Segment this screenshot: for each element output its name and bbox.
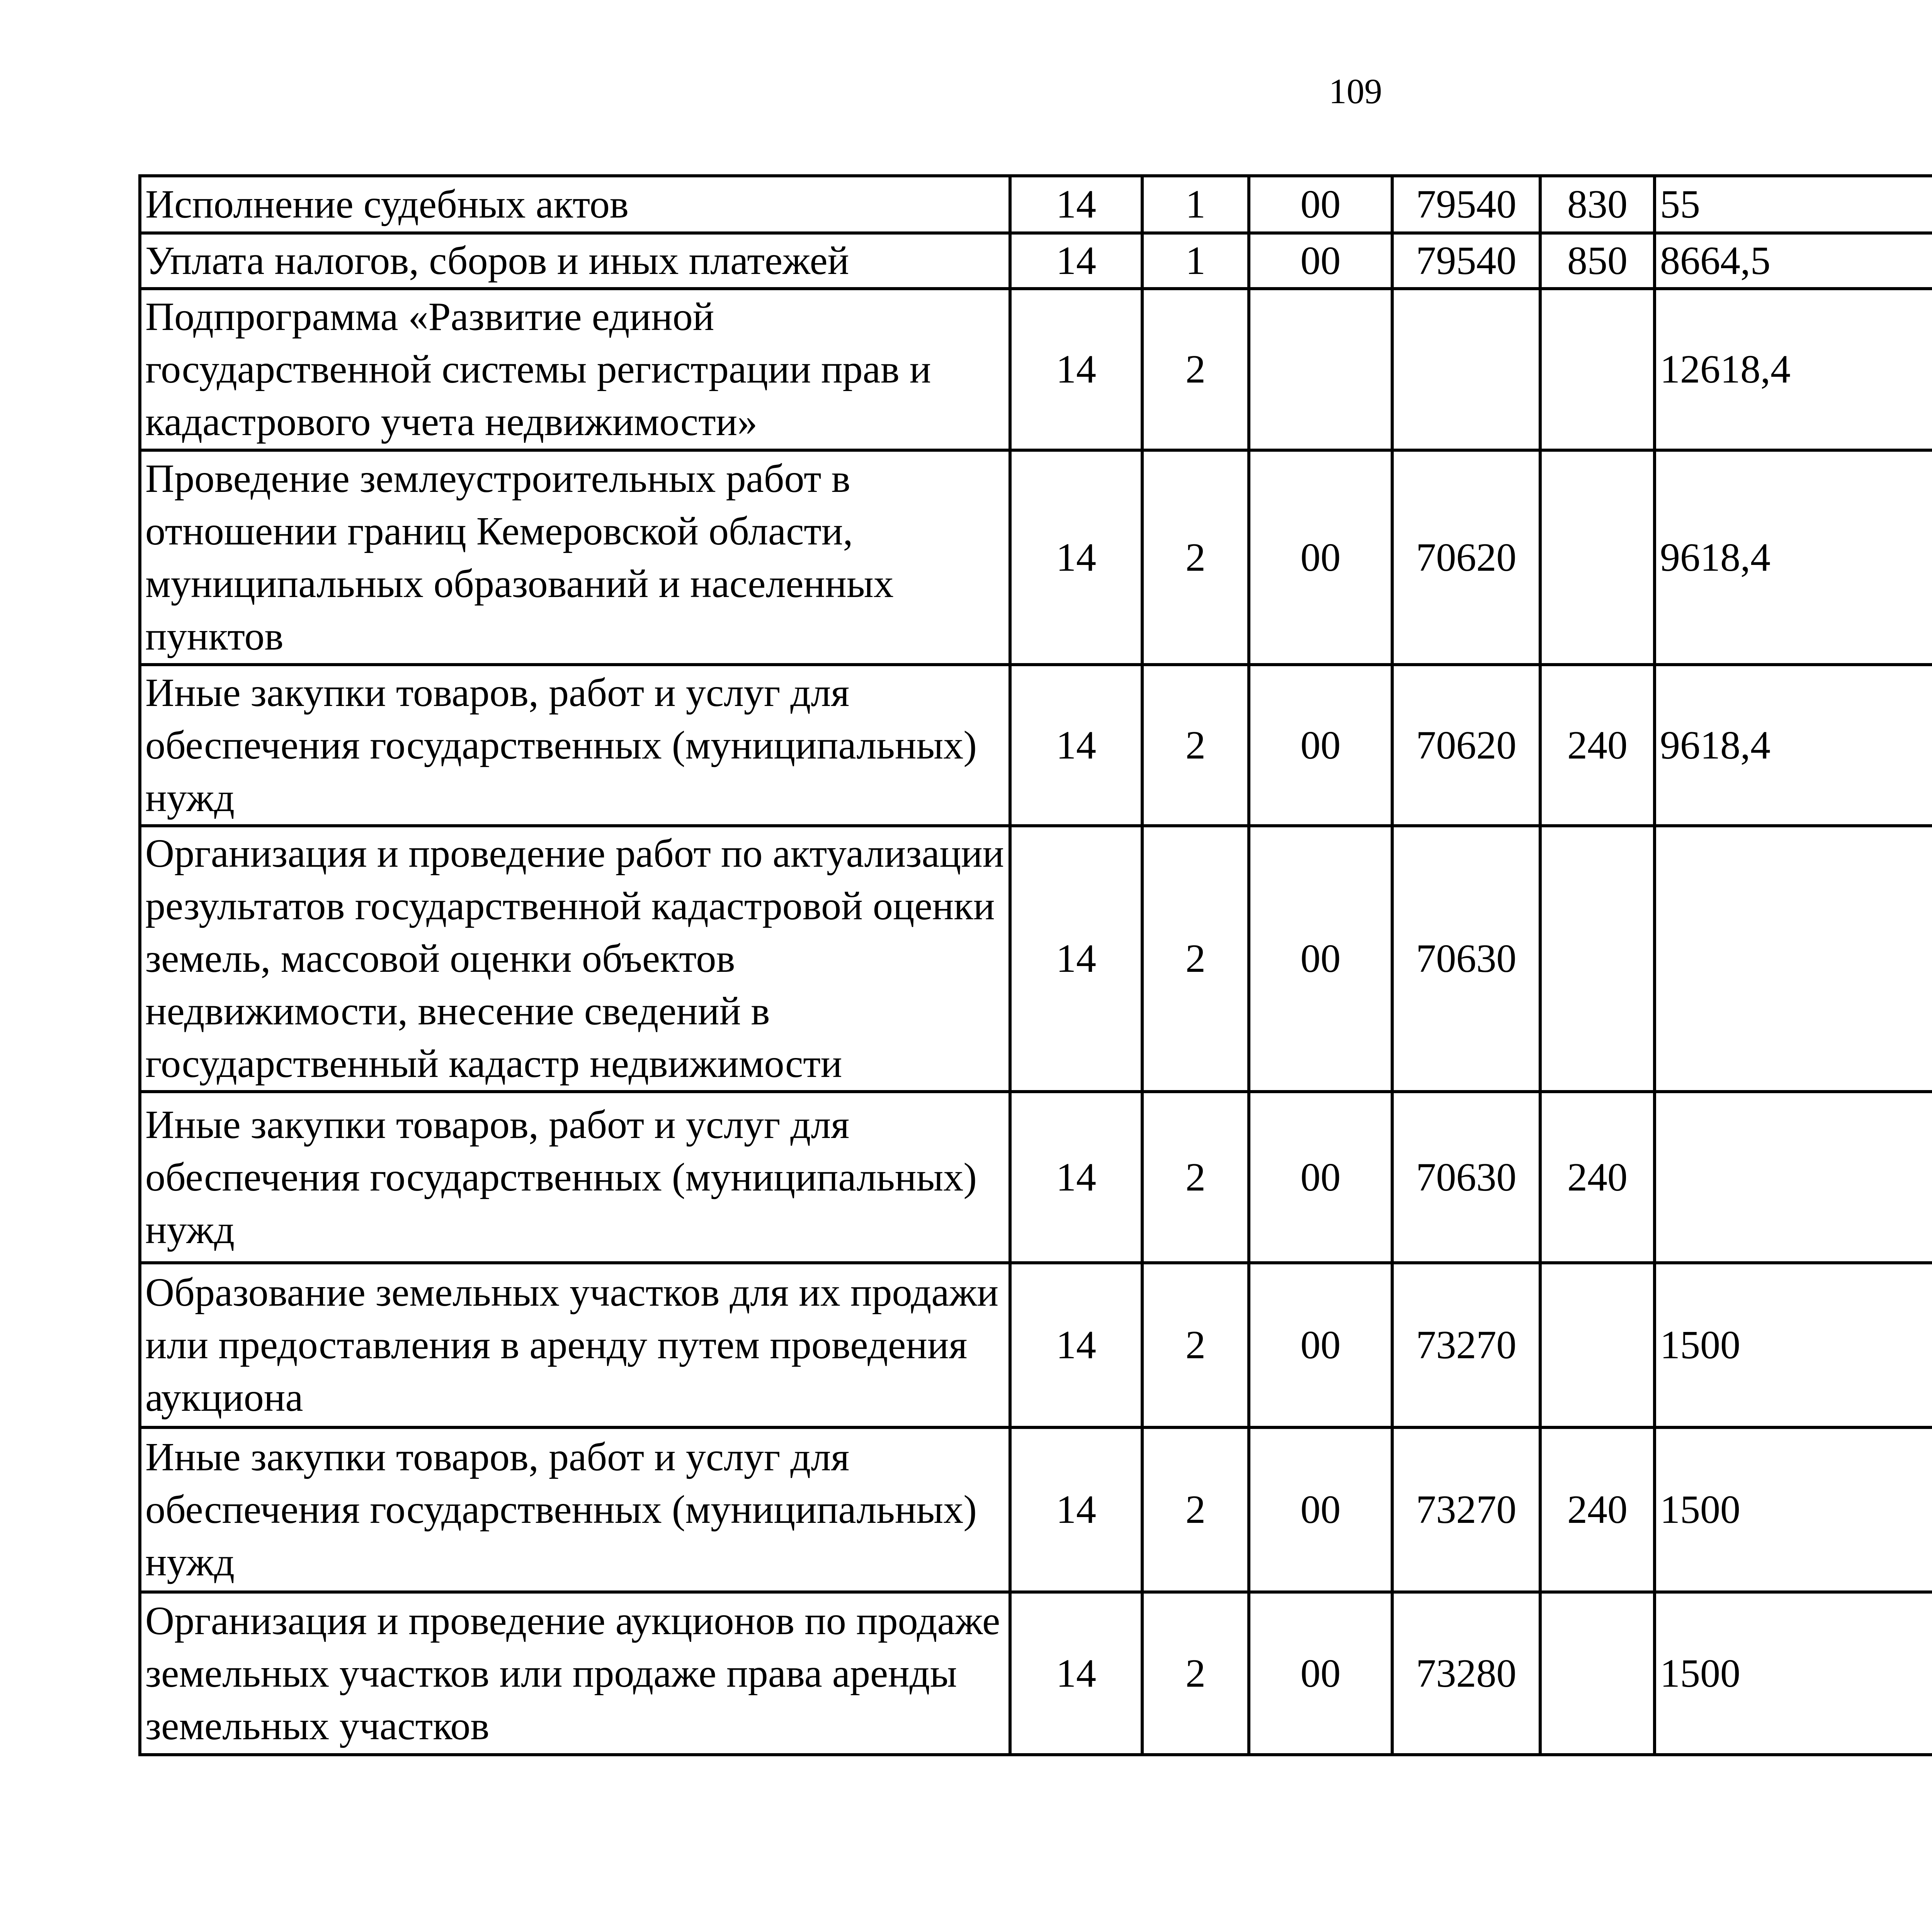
- amount-year-1: 8664,5: [1655, 233, 1932, 289]
- table-row: [140, 233, 1932, 289]
- row-name: Иные закупки товаров, работ и услуг для обеспечения государственных (муниципальных) нужд: [140, 1092, 1010, 1263]
- subsection-code: 2: [1142, 1263, 1249, 1427]
- section-code: 14: [1010, 1263, 1142, 1427]
- direction-code: 79540: [1392, 233, 1540, 289]
- direction-code: 73280: [1392, 1592, 1540, 1755]
- row-name: Подпрограмма «Развитие единой государственной системы регистрации прав и кадастрового учета недвижимости»: [140, 289, 1010, 450]
- section-code: 14: [1010, 1092, 1142, 1263]
- table-row: [140, 176, 1932, 233]
- section-code: 14: [1010, 176, 1142, 233]
- subsection-code: 2: [1142, 450, 1249, 665]
- row-name: Проведение землеустроительных работ в отношении границ Кемеровской области, муниципальных образований и населенных пунктов: [140, 450, 1010, 665]
- subsection-code: 1: [1142, 176, 1249, 233]
- expense-type-code: 240: [1540, 1427, 1655, 1592]
- section-code: 14: [1010, 450, 1142, 665]
- section-code: 14: [1010, 1592, 1142, 1755]
- program-code: 00: [1249, 1427, 1392, 1592]
- amount-year-1: 9618,4: [1655, 450, 1932, 665]
- expense-type-code: [1540, 289, 1655, 450]
- program-code: 00: [1249, 1263, 1392, 1427]
- direction-code: [1392, 289, 1540, 450]
- direction-code: 73270: [1392, 1427, 1540, 1592]
- amount-year-1: 1500: [1655, 1263, 1932, 1427]
- subsection-code: 2: [1142, 826, 1249, 1092]
- amount-year-1: 1500: [1655, 1592, 1932, 1755]
- program-code: [1249, 289, 1392, 450]
- table-row: [140, 1427, 1932, 1592]
- table-row: [140, 1092, 1932, 1263]
- subsection-code: 2: [1142, 1092, 1249, 1263]
- row-name: Образование земельных участков для их продажи или предоставления в аренду путем проведения аукциона: [140, 1263, 1010, 1427]
- subsection-code: 2: [1142, 289, 1249, 450]
- expense-type-code: 830: [1540, 176, 1655, 233]
- direction-code: 70630: [1392, 826, 1540, 1092]
- section-code: 14: [1010, 826, 1142, 1092]
- expense-type-code: 850: [1540, 233, 1655, 289]
- table-row: [140, 1592, 1932, 1755]
- row-name: Уплата налогов, сборов и иных платежей: [140, 233, 1010, 289]
- table-row: [140, 1263, 1932, 1427]
- program-code: 00: [1249, 176, 1392, 233]
- expense-type-code: [1540, 1263, 1655, 1427]
- direction-code: 70630: [1392, 1092, 1540, 1263]
- direction-code: 79540: [1392, 176, 1540, 233]
- amount-year-1: 55: [1655, 176, 1932, 233]
- budget-table: [138, 174, 1932, 1756]
- row-name: Иные закупки товаров, работ и услуг для обеспечения государственных (муниципальных) нужд: [140, 1427, 1010, 1592]
- section-code: 14: [1010, 233, 1142, 289]
- page-number: 109: [1329, 71, 1382, 111]
- subsection-code: 2: [1142, 665, 1249, 826]
- direction-code: 70620: [1392, 450, 1540, 665]
- amount-year-1: 1500: [1655, 1427, 1932, 1592]
- amount-year-1: [1655, 1092, 1932, 1263]
- expense-type-code: [1540, 1592, 1655, 1755]
- subsection-code: 1: [1142, 233, 1249, 289]
- program-code: 00: [1249, 233, 1392, 289]
- amount-year-1: [1655, 826, 1932, 1092]
- row-name: Исполнение судебных актов: [140, 176, 1010, 233]
- section-code: 14: [1010, 1427, 1142, 1592]
- program-code: 00: [1249, 826, 1392, 1092]
- direction-code: 73270: [1392, 1263, 1540, 1427]
- row-name: Организация и проведение работ по актуализации результатов государственной кадастровой оценки земель, массовой оценки объектов недвижимости, внесение сведений в государственный кадастр недвижимости: [140, 826, 1010, 1092]
- program-code: 00: [1249, 450, 1392, 665]
- subsection-code: 2: [1142, 1592, 1249, 1755]
- expense-type-code: 240: [1540, 1092, 1655, 1263]
- row-name: Организация и проведение аукционов по продаже земельных участков или продаже права аренды земельных участков: [140, 1592, 1010, 1755]
- table-row: [140, 450, 1932, 665]
- subsection-code: 2: [1142, 1427, 1249, 1592]
- table-row: [140, 826, 1932, 1092]
- program-code: 00: [1249, 1092, 1392, 1263]
- direction-code: 70620: [1392, 665, 1540, 826]
- expense-type-code: [1540, 826, 1655, 1092]
- row-name: Иные закупки товаров, работ и услуг для обеспечения государственных (муниципальных) нужд: [140, 665, 1010, 826]
- amount-year-1: 12618,4: [1655, 289, 1932, 450]
- table-row: [140, 665, 1932, 826]
- amount-year-1: 9618,4: [1655, 665, 1932, 826]
- table-row: [140, 289, 1932, 450]
- program-code: 00: [1249, 1592, 1392, 1755]
- expense-type-code: 240: [1540, 665, 1655, 826]
- section-code: 14: [1010, 665, 1142, 826]
- expense-type-code: [1540, 450, 1655, 665]
- program-code: 00: [1249, 665, 1392, 826]
- section-code: 14: [1010, 289, 1142, 450]
